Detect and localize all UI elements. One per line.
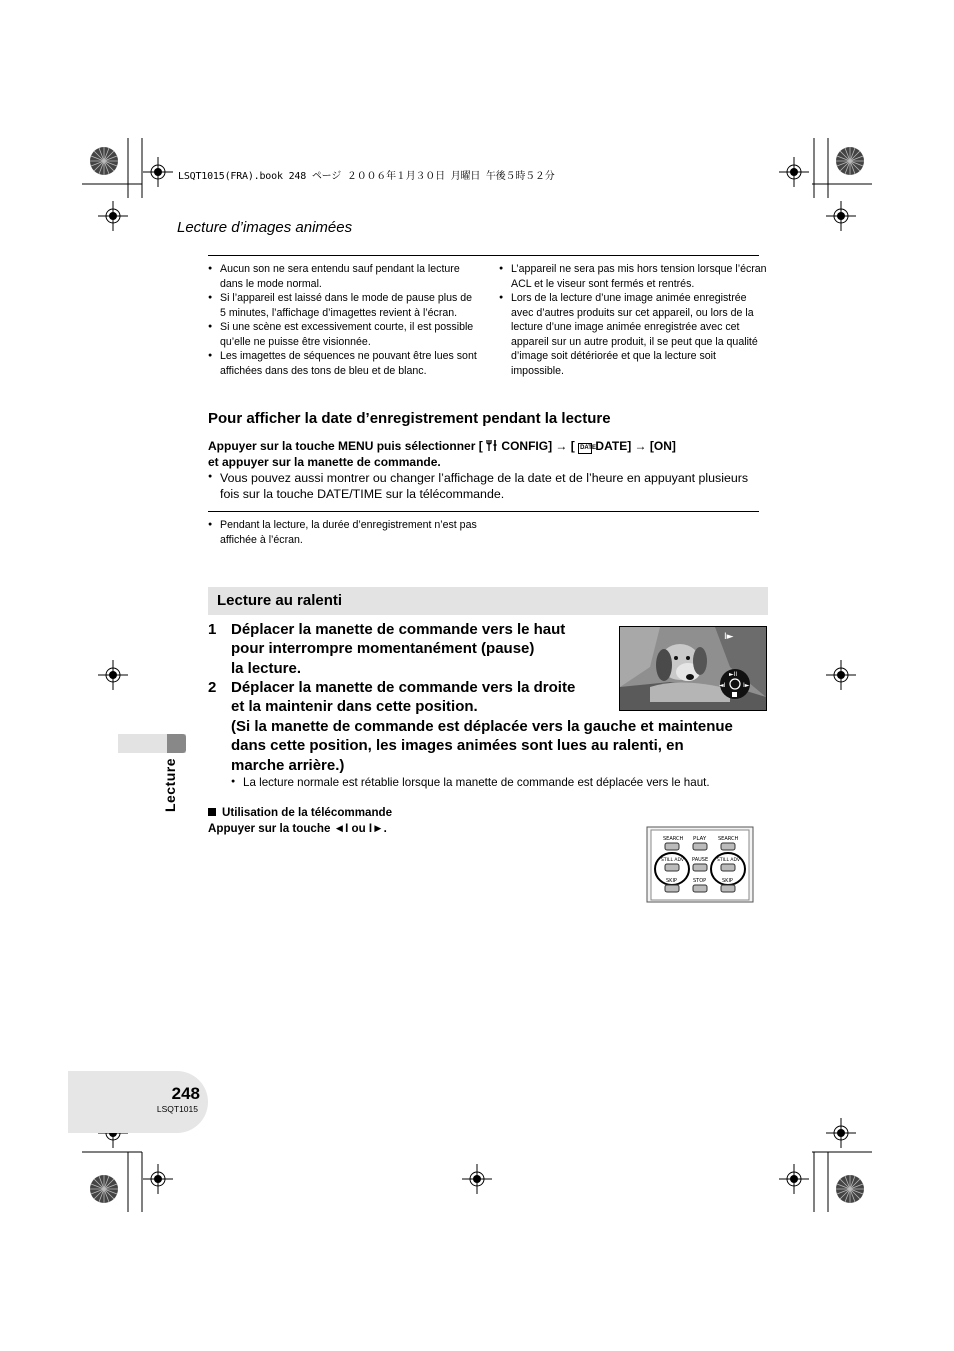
- remote-label: PAUSE: [692, 857, 709, 863]
- step-1: [208, 620, 608, 680]
- svg-text:I►: I►: [724, 632, 734, 642]
- registration-mark: [462, 1164, 492, 1194]
- step-line: la lecture.: [231, 659, 302, 677]
- list-item: ● Si l’appareil est laissé dans le mode de pause plus de 5 minutes, l’affichage d’imagettes revient à l’écran.: [208, 291, 480, 320]
- remote-text: Appuyer sur la touche ◄I ou I►.: [208, 822, 387, 835]
- instruction-text: Appuyer sur la touche MENU puis sélectionner [: [208, 439, 483, 453]
- step-line: et la maintenir dans cette position.: [231, 698, 478, 716]
- registration-mark: [826, 201, 856, 231]
- instruction-text: et appuyer sur la manette de commande.: [208, 455, 441, 469]
- registration-mark: [143, 1164, 173, 1194]
- remote-label: STOP: [693, 878, 707, 884]
- side-tab-label: Lecture: [162, 757, 178, 813]
- step-line: pour interrompre momentanément (pause): [231, 640, 535, 658]
- side-tab-marker: [167, 734, 186, 753]
- rosette-mark: [835, 146, 865, 176]
- instruction-text: CONFIG] → [: [501, 439, 575, 453]
- step-line: (Si la manette de commande est déplacée vers la gauche et maintenue: [231, 717, 733, 735]
- svg-text:◄I: ◄I: [719, 682, 726, 689]
- registration-mark: [143, 157, 173, 187]
- list-item: ● Lors de la lecture d’une image animée enregistrée avec d’autres produits sur cet appareil, ou lors de la lecture d’une image animée enregistrée avec cet appareil sur un autre produit, il se peut que la qualité d’image soit détériorée et que la lecture soit impossible.: [499, 291, 767, 378]
- remote-label: SEARCH: [718, 836, 739, 842]
- list-item: ● Vous pouvez aussi montrer ou changer l’affichage de la date et de l’heure en appuyant plusieurs fois sur la touche DATE/TIME sur la télécommande.: [208, 470, 768, 502]
- date-instruction: [208, 438, 676, 470]
- page-number: 248: [171, 1084, 200, 1103]
- date-note: [208, 518, 480, 547]
- registration-mark: [779, 1164, 809, 1194]
- step-number: 1: [208, 621, 217, 638]
- remote-label: SEARCH: [663, 836, 684, 842]
- registration-mark: [98, 201, 128, 231]
- remote-control-image: [645, 827, 755, 902]
- notes-right-column: [499, 262, 767, 378]
- divider: [208, 255, 759, 256]
- rosette-mark: [835, 1174, 865, 1204]
- svg-text:►II: ►II: [729, 671, 738, 678]
- step-line: marche arrière.): [231, 756, 345, 774]
- list-item: ● Pendant la lecture, la durée d’enregistrement n’est pas affichée à l’écran.: [208, 518, 480, 547]
- list-item: ● Les imagettes de séquences ne pouvant être lues sont affichées dans des tons de bleu et de blanc.: [208, 349, 480, 378]
- remote-label: PLAY: [693, 836, 707, 842]
- remote-heading-text: Utilisation de la télécommande: [222, 806, 393, 819]
- remote-heading: [208, 806, 392, 819]
- model-code: LSQT1015: [156, 1104, 198, 1114]
- remote-label: SKIP: [666, 878, 677, 884]
- instruction-text: DATE] → [ON]: [595, 439, 676, 453]
- notes-left-column: [208, 262, 480, 378]
- section-heading-slow: Lecture au ralenti: [217, 592, 343, 609]
- remote-label: STILL ADV: [661, 858, 684, 863]
- print-header: LSQT1015(FRA).book 248 ページ ２００６年１月３０日 月曜日 午後５時５２分: [178, 171, 555, 182]
- square-bullet-icon: [208, 808, 216, 816]
- svg-text:I►: I►: [743, 682, 750, 689]
- lcd-screen-image: [619, 626, 767, 711]
- list-item: ● Aucun son ne sera entendu sauf pendant la lecture dans le mode normal.: [208, 262, 480, 291]
- remote-label: STILL ADV: [717, 858, 740, 863]
- list-item: ● L’appareil ne sera pas mis hors tension lorsque l’écran ACL et le viseur sont fermés et rentrés.: [499, 262, 767, 291]
- divider: [208, 511, 759, 512]
- rosette-mark: [89, 146, 119, 176]
- section-heading-date: Pour afficher la date d’enregistrement pendant la lecture: [208, 410, 611, 427]
- step-line: dans cette position, les images animées sont lues au ralenti, en: [231, 737, 684, 755]
- registration-mark: [779, 157, 809, 187]
- registration-mark: [826, 660, 856, 690]
- rosette-mark: [89, 1174, 119, 1204]
- step2-bullet: [231, 775, 771, 790]
- running-title: Lecture d’images animées: [177, 219, 353, 236]
- registration-mark: [826, 1118, 856, 1148]
- remote-label: SKIP: [722, 878, 733, 884]
- list-item: ● La lecture normale est rétablie lorsque la manette de commande est déplacée vers le haut.: [231, 775, 771, 790]
- step-number: 2: [208, 679, 217, 696]
- section-bar: [208, 587, 768, 615]
- date-icon: DATE: [578, 443, 592, 454]
- config-icon: [486, 439, 498, 452]
- step-line: Déplacer la manette de commande vers le haut: [231, 621, 566, 638]
- step-line: Déplacer la manette de commande vers la droite: [231, 679, 576, 696]
- date-bullet: [208, 470, 768, 502]
- list-item: ● Si une scène est excessivement courte, il est possible qu’elle ne puisse être visionnée.: [208, 320, 480, 349]
- registration-mark: [98, 660, 128, 690]
